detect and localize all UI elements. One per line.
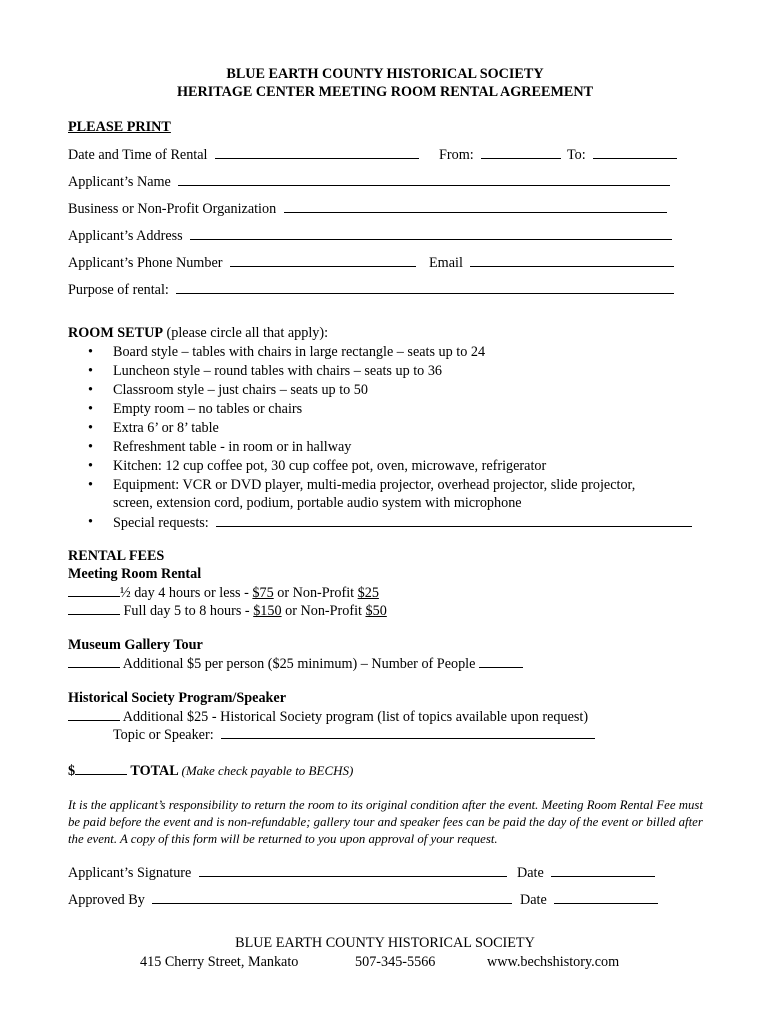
bullet-icon: • (88, 477, 93, 493)
applicant-signature-label: Applicant’s Signature (68, 865, 192, 881)
purpose-blank[interactable] (176, 281, 674, 294)
full-day-nonprofit-price: $50 (365, 603, 387, 619)
org-title: BLUE EARTH COUNTY HISTORICAL SOCIETY (226, 66, 544, 82)
footer-org: BLUE EARTH COUNTY HISTORICAL SOCIETY (235, 935, 535, 951)
half-day-or: or Non-Profit (273, 585, 358, 601)
program-heading: Historical Society Program/Speaker (68, 690, 287, 706)
to-label: To: (567, 147, 586, 163)
bullet-icon: • (88, 363, 93, 379)
address-blank[interactable] (190, 227, 672, 240)
bullet-icon: • (88, 458, 93, 474)
setup-option-board[interactable]: Board style – tables with chairs in large rectangle – seats up to 24 (113, 344, 486, 360)
total-note: (Make check payable to BECHS) (181, 763, 354, 778)
date-time-blank[interactable] (215, 146, 419, 159)
bullet-icon: • (88, 439, 93, 455)
email-label: Email (429, 255, 463, 271)
topic-label: Topic or Speaker: (113, 727, 214, 743)
half-day-price: $75 (252, 585, 274, 601)
gallery-tour-blank[interactable] (68, 655, 120, 668)
bullet-icon: • (88, 382, 93, 398)
full-day-label: Full day 5 to 8 hours - (120, 603, 254, 619)
applicant-signature-field[interactable] (68, 864, 507, 882)
setup-option-refreshment[interactable]: Refreshment table - in room or in hallway (113, 439, 352, 455)
gallery-tour-label: Additional $5 per person ($25 minimum) – Number of People (120, 656, 479, 672)
setup-option-classroom[interactable]: Classroom style – just chairs – seats up to 50 (113, 382, 368, 398)
total-blank[interactable] (75, 762, 127, 775)
full-day-option[interactable] (68, 602, 387, 620)
gallery-tour-option[interactable] (68, 655, 523, 673)
special-requests-label: Special requests: (113, 515, 209, 531)
full-day-price: $150 (253, 603, 282, 619)
people-count-blank[interactable] (479, 655, 523, 668)
date-time-field[interactable] (68, 146, 419, 164)
setup-option-equipment-cont[interactable]: screen, extension cord, podium, portable audio system with microphone (113, 495, 522, 511)
date-time-label: Date and Time of Rental (68, 147, 208, 163)
half-day-label: ½ day 4 hours or less - (120, 585, 253, 601)
policy-paragraph: It is the applicant’s responsibility to return the room to its original condition after the event. Meeting Room Rental Fee must be paid before the event and is non-refundable; gallery tour and speaker fees can be paid the day of the event or billed after the event. A copy of this form will be returned to you upon approval of your request. (68, 798, 703, 846)
bullet-icon: • (88, 420, 93, 436)
email-field[interactable] (429, 254, 674, 272)
applicant-date-blank[interactable] (551, 864, 655, 877)
room-setup-heading (68, 325, 328, 342)
setup-option-empty[interactable]: Empty room – no tables or chairs (113, 401, 303, 417)
footer-address: 415 Cherry Street, Mankato (140, 954, 299, 970)
address-label: Applicant’s Address (68, 228, 183, 244)
total-label: TOTAL (127, 763, 182, 779)
half-day-blank[interactable] (68, 584, 120, 597)
setup-option-equipment[interactable]: Equipment: VCR or DVD player, multi-media projector, overhead projector, slide projector, (113, 477, 636, 493)
to-blank[interactable] (593, 146, 677, 159)
room-setup-note: (please circle all that apply): (162, 325, 329, 341)
organization-blank[interactable] (284, 200, 667, 213)
special-requests-blank[interactable] (216, 514, 692, 527)
approved-by-field[interactable] (68, 891, 512, 909)
gallery-tour-heading: Museum Gallery Tour (68, 637, 203, 653)
setup-option-kitchen[interactable]: Kitchen: 12 cup coffee pot, 30 cup coffee pot, oven, microwave, refrigerator (113, 458, 547, 474)
approved-date-label: Date (520, 892, 547, 908)
program-blank[interactable] (68, 708, 120, 721)
purpose-label: Purpose of rental: (68, 282, 169, 298)
approved-by-label: Approved By (68, 892, 145, 908)
organization-label: Business or Non-Profit Organization (68, 201, 277, 217)
to-field[interactable] (567, 146, 677, 164)
address-field[interactable] (68, 227, 672, 245)
topic-field[interactable] (113, 726, 595, 744)
applicant-signature-blank[interactable] (199, 864, 507, 877)
meeting-room-heading: Meeting Room Rental (68, 566, 202, 582)
room-setup-title: ROOM SETUP (68, 325, 163, 341)
applicant-name-blank[interactable] (178, 173, 670, 186)
total-dollar: $ (68, 763, 76, 779)
setup-option-luncheon[interactable]: Luncheon style – round tables with chairs – seats up to 36 (113, 363, 443, 379)
organization-field[interactable] (68, 200, 667, 218)
rental-fees-heading: RENTAL FEES (68, 548, 165, 564)
footer-website[interactable]: www.bechshistory.com (487, 954, 620, 970)
full-day-blank[interactable] (68, 602, 120, 615)
applicant-date-label: Date (517, 865, 544, 881)
half-day-nonprofit-price: $25 (357, 585, 379, 601)
total-line[interactable] (68, 762, 353, 780)
setup-option-extra-table[interactable]: Extra 6’ or 8’ table (113, 420, 219, 436)
half-day-option[interactable] (68, 584, 379, 602)
full-day-or: or Non-Profit (281, 603, 366, 619)
applicant-name-label: Applicant’s Name (68, 174, 171, 190)
bullet-icon: • (88, 401, 93, 417)
approved-date-field[interactable] (520, 891, 658, 909)
from-blank[interactable] (481, 146, 561, 159)
topic-blank[interactable] (221, 726, 595, 739)
approved-date-blank[interactable] (554, 891, 658, 904)
special-requests-field[interactable] (113, 514, 692, 532)
from-label: From: (439, 147, 474, 163)
approved-by-blank[interactable] (152, 891, 512, 904)
from-field[interactable] (439, 146, 561, 164)
phone-field[interactable] (68, 254, 416, 272)
form-title: HERITAGE CENTER MEETING ROOM RENTAL AGREEMENT (176, 84, 594, 100)
footer-phone: 507-345-5566 (355, 954, 436, 970)
email-blank[interactable] (470, 254, 674, 267)
phone-label: Applicant’s Phone Number (68, 255, 223, 271)
phone-blank[interactable] (230, 254, 416, 267)
bullet-icon: • (88, 344, 93, 360)
please-print-heading: PLEASE PRINT (68, 119, 171, 135)
bullet-icon: • (88, 514, 93, 530)
applicant-name-field[interactable] (68, 173, 670, 191)
program-option[interactable] (68, 708, 588, 726)
applicant-date-field[interactable] (517, 864, 655, 882)
program-label: Additional $25 - Historical Society program (list of topics available upon request) (120, 709, 589, 725)
purpose-field[interactable] (68, 281, 674, 299)
